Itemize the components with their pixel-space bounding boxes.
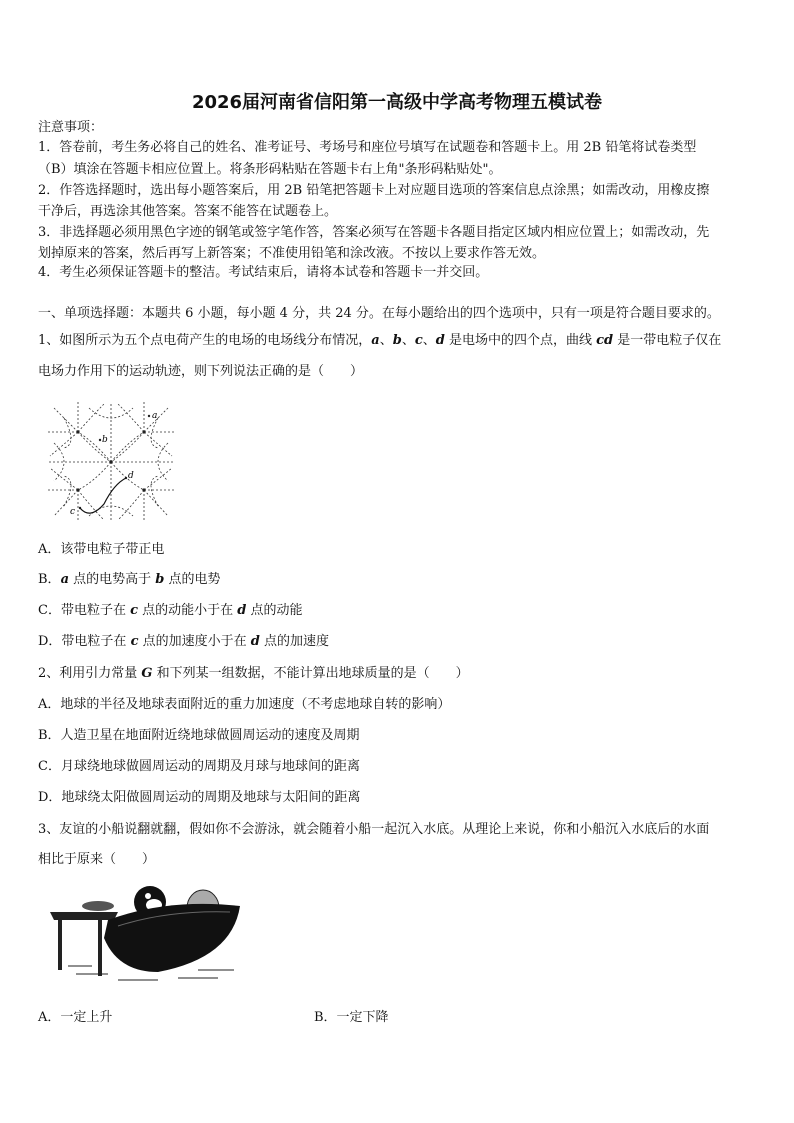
question-2-option-d: D．地球绕太阳做圆周运动的周期及地球与太阳间的距离 [38, 790, 361, 805]
point-b-label: b [102, 435, 108, 445]
point-a-label: a [152, 411, 158, 421]
notice-line: 4．考生必须保证答题卡的整洁。考试结束后，请将本试卷和答题卡一并交回。 [38, 265, 489, 280]
question-3-stem: 3、友谊的小船说翻就翻，假如你不会游泳，就会随着小船一起沉入水底。从理论上来说，你和小船沉入水底后的水面 [38, 822, 710, 837]
notice-line: 2．作答选择题时，选出每小题答案后，用 2B 铅笔把答题卡上对应题目选项的答案信息点涂黑；如需改动，用橡皮擦 [38, 183, 710, 198]
notice-line: 干净后，再选涂其他答案。答案不能答在试题卷上。 [38, 204, 338, 219]
question-2-stem: 2、利用引力常量 G 和下列某一组数据，不能计算出地球质量的是（ ） [38, 666, 469, 681]
question-2-option-b: B．人造卫星在地面附近绕地球做圆周运动的速度及周期 [38, 728, 360, 743]
notice-line: 1．答卷前，考生务必将自己的姓名、准考证号、考场号和座位号填写在试题卷和答题卡上。用 2B 铅笔将试卷类型 [38, 140, 697, 155]
question-1-option-d: D．带电粒子在 c 点的加速度小于在 d 点的加速度 [38, 634, 329, 649]
page-title: 2026届河南省信阳第一高级中学高考物理五模试卷 [191, 92, 603, 113]
question-2-option-c: C．月球绕地球做圆周运动的周期及月球与地球间的距离 [38, 759, 360, 774]
point-d-label: d [128, 471, 134, 481]
notice-line: 3．非选择题必须用黑色字迹的钢笔或签字笔作答，答案必须写在答题卡各题目指定区域内相应位置上；如需改动，先 [38, 225, 710, 240]
notice-line: （B）填涂在答题卡相应位置上。将条形码粘贴在答题卡右上角"条形码粘贴处"。 [38, 162, 502, 177]
question-1-option-c: C．带电粒子在 c 点的动能小于在 d 点的动能 [38, 603, 303, 618]
notice-heading: 注意事项： [38, 120, 104, 135]
point-c-label: c [70, 507, 76, 517]
question-3-stem-line2: 相比于原来（ ） [38, 852, 156, 867]
question-3-option-b: B．一定下降 [314, 1010, 389, 1025]
notice-line: 划掉原来的答案，然后再写上新答案；不准使用铅笔和涂改液。不按以上要求作答无效。 [38, 246, 546, 261]
question-3-option-a: A．一定上升 [38, 1010, 113, 1025]
particle-trajectory [80, 478, 126, 513]
electric-field-lines-figure [44, 398, 178, 526]
question-1-option-a: A．该带电粒子带正电 [38, 542, 165, 557]
sinking-boat-illustration [48, 880, 242, 984]
question-1-option-b: B．a 点的电势高于 b 点的电势 [38, 572, 221, 587]
section-heading: 一、单项选择题：本题共 6 小题，每小题 4 分，共 24 分。在每小题给出的四个选项中，只有一项是符合题目要求的。 [38, 306, 720, 321]
question-1-stem: 1、如图所示为五个点电荷产生的电场的电场线分布情况，a、b、c、d 是电场中的四个点，曲线 cd 是一带电粒子仅在 [38, 333, 722, 348]
question-2-option-a: A．地球的半径及地球表面附近的重力加速度（不考虑地球自转的影响） [38, 697, 451, 712]
question-1-stem-line2: 电场力作用下的运动轨迹，则下列说法正确的是（ ） [38, 364, 364, 379]
